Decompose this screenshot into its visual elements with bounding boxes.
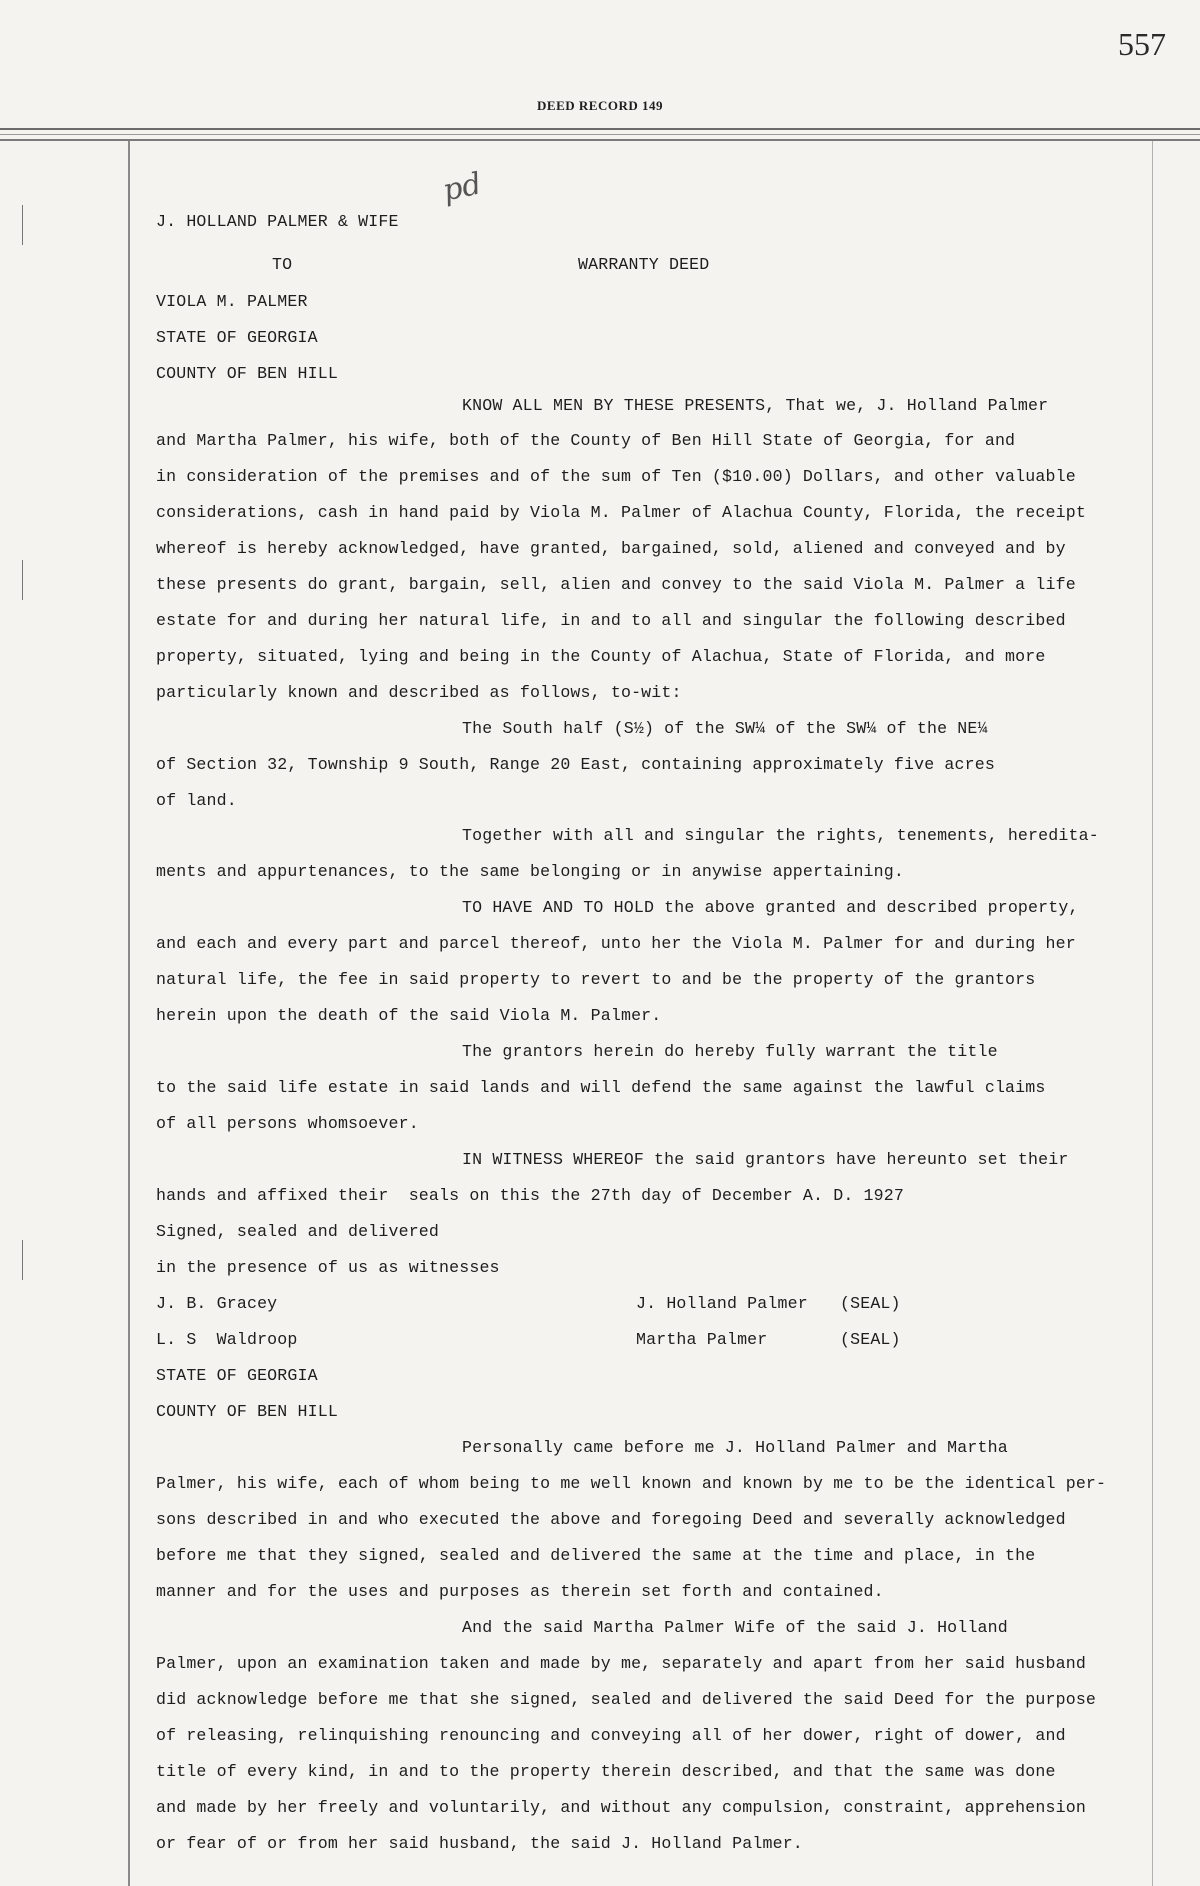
text-line: of land. bbox=[156, 791, 237, 810]
text-line: before me that they signed, sealed and delivered the same at the time and place, in the bbox=[156, 1546, 1036, 1565]
text-line: J. HOLLAND PALMER & WIFE bbox=[156, 212, 399, 231]
margin-mark bbox=[22, 205, 23, 245]
text-line: and made by her freely and voluntarily, and without any compulsion, constraint, apprehension bbox=[156, 1798, 1086, 1817]
text-line: STATE OF GEORGIA bbox=[156, 1366, 318, 1385]
text-line: or fear of or from her said husband, the said J. Holland Palmer. bbox=[156, 1834, 803, 1853]
header-rule bbox=[0, 128, 1200, 130]
text-line: COUNTY OF BEN HILL bbox=[156, 1402, 338, 1421]
text-line: hands and affixed their seals on this the 27th day of December A. D. 1927 bbox=[156, 1186, 904, 1205]
text-line: in consideration of the premises and of the sum of Ten ($10.00) Dollars, and other valuable bbox=[156, 467, 1076, 486]
text-line: Together with all and singular the rights, tenements, heredita- bbox=[462, 826, 1099, 845]
text-line: J. Holland Palmer bbox=[636, 1294, 808, 1313]
text-line: STATE OF GEORGIA bbox=[156, 328, 318, 347]
text-line: ments and appurtenances, to the same belonging or in anywise appertaining. bbox=[156, 862, 904, 881]
text-line: VIOLA M. PALMER bbox=[156, 292, 308, 311]
text-line: WARRANTY DEED bbox=[578, 255, 710, 274]
text-line: these presents do grant, bargain, sell, alien and convey to the said Viola M. Palmer a life bbox=[156, 575, 1076, 594]
text-line: (SEAL) bbox=[840, 1294, 901, 1313]
text-line: Palmer, upon an examination taken and made by me, separately and apart from her said husband bbox=[156, 1654, 1086, 1673]
text-line: estate for and during her natural life, in and to all and singular the following described bbox=[156, 611, 1066, 630]
text-line: Personally came before me J. Holland Palmer and Martha bbox=[462, 1438, 1008, 1457]
text-line: whereof is hereby acknowledged, have granted, bargained, sold, aliened and conveyed and by bbox=[156, 539, 1066, 558]
text-line: herein upon the death of the said Viola M. Palmer. bbox=[156, 1006, 662, 1025]
text-line: TO HAVE AND TO HOLD the above granted and described property, bbox=[462, 898, 1079, 917]
text-line: L. S Waldroop bbox=[156, 1330, 298, 1349]
margin-mark bbox=[22, 560, 23, 600]
text-line: particularly known and described as follows, to-wit: bbox=[156, 683, 682, 702]
text-line: The grantors herein do hereby fully warrant the title bbox=[462, 1042, 998, 1061]
text-line: and each and every part and parcel thereof, unto her the Viola M. Palmer for and during her bbox=[156, 934, 1076, 953]
handwritten-initials: pd bbox=[439, 166, 485, 209]
text-line: to the said life estate in said lands and will defend the same against the lawful claims bbox=[156, 1078, 1046, 1097]
text-line: The South half (S½) of the SW¼ of the SW¼ of the NE¼ bbox=[462, 719, 988, 738]
text-line: manner and for the uses and purposes as therein set forth and contained. bbox=[156, 1582, 884, 1601]
text-line: title of every kind, in and to the property therein described, and that the same was done bbox=[156, 1762, 1056, 1781]
margin-mark bbox=[22, 1240, 23, 1280]
text-line: COUNTY OF BEN HILL bbox=[156, 364, 338, 383]
text-line: And the said Martha Palmer Wife of the said J. Holland bbox=[462, 1618, 1008, 1637]
text-line: of all persons whomsoever. bbox=[156, 1114, 419, 1133]
text-line: Palmer, his wife, each of whom being to me well known and known by me to be the identical per- bbox=[156, 1474, 1107, 1493]
text-line: J. B. Gracey bbox=[156, 1294, 278, 1313]
text-line: Signed, sealed and delivered bbox=[156, 1222, 440, 1241]
text-line: Martha Palmer bbox=[636, 1330, 768, 1349]
text-line: TO bbox=[272, 255, 293, 274]
header-rule bbox=[0, 134, 1200, 135]
record-title: DEED RECORD 149 bbox=[537, 98, 663, 113]
header-rule bbox=[0, 139, 1200, 141]
text-line: property, situated, lying and being in the County of Alachua, State of Florida, and more bbox=[156, 647, 1046, 666]
text-line: considerations, cash in hand paid by Viola M. Palmer of Alachua County, Florida, the receipt bbox=[156, 503, 1086, 522]
left-margin-line bbox=[128, 141, 130, 1886]
text-line: in the presence of us as witnesses bbox=[156, 1258, 500, 1277]
right-margin-line bbox=[1152, 141, 1153, 1886]
text-line: IN WITNESS WHEREOF the said grantors have hereunto set their bbox=[462, 1150, 1069, 1169]
text-line: KNOW ALL MEN BY THESE PRESENTS, That we, J. Holland Palmer bbox=[462, 396, 1049, 415]
text-line: did acknowledge before me that she signed, sealed and delivered the said Deed for the purpose bbox=[156, 1690, 1097, 1709]
text-line: sons described in and who executed the above and foregoing Deed and severally acknowledged bbox=[156, 1510, 1066, 1529]
text-line: of releasing, relinquishing renouncing and conveying all of her dower, right of dower, and bbox=[156, 1726, 1066, 1745]
text-line: natural life, the fee in said property to revert to and be the property of the grantors bbox=[156, 970, 1036, 989]
text-line: and Martha Palmer, his wife, both of the County of Ben Hill State of Georgia, for and bbox=[156, 431, 1016, 450]
text-line: of Section 32, Township 9 South, Range 20 East, containing approximately five acres bbox=[156, 755, 995, 774]
text-line: (SEAL) bbox=[840, 1330, 901, 1349]
page-number: 557 bbox=[1118, 26, 1166, 62]
